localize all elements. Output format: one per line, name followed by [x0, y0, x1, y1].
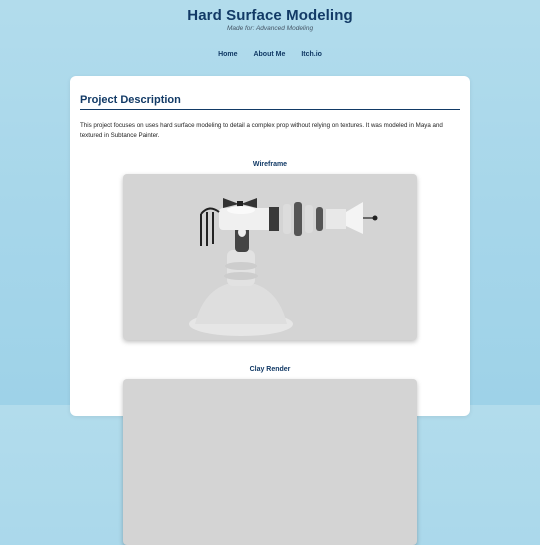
- project-description: This project focuses on uses hard surface modeling to detail a complex prop without relying on textures. It was modeled in Maya and textured in Subtance Painter.: [80, 122, 443, 139]
- ray-gun-wireframe-illustration: [123, 174, 417, 340]
- section-title: Project Description: [80, 94, 460, 110]
- nav-about-link[interactable]: About Me: [253, 51, 286, 58]
- wireframe-label: Wireframe: [252, 161, 288, 168]
- nav-home-link[interactable]: Home: [218, 51, 238, 58]
- site-title: Hard Surface Modeling: [187, 7, 353, 24]
- clay-render-image: [123, 379, 417, 545]
- wireframe-image: [123, 174, 417, 340]
- main-nav: [0, 51, 540, 58]
- clay-render-label: Clay Render: [249, 366, 291, 373]
- content-card: [70, 76, 470, 416]
- site-subtitle: Made for: Advanced Modeling: [226, 25, 314, 32]
- nav-itchio-link[interactable]: Itch.io: [301, 51, 322, 58]
